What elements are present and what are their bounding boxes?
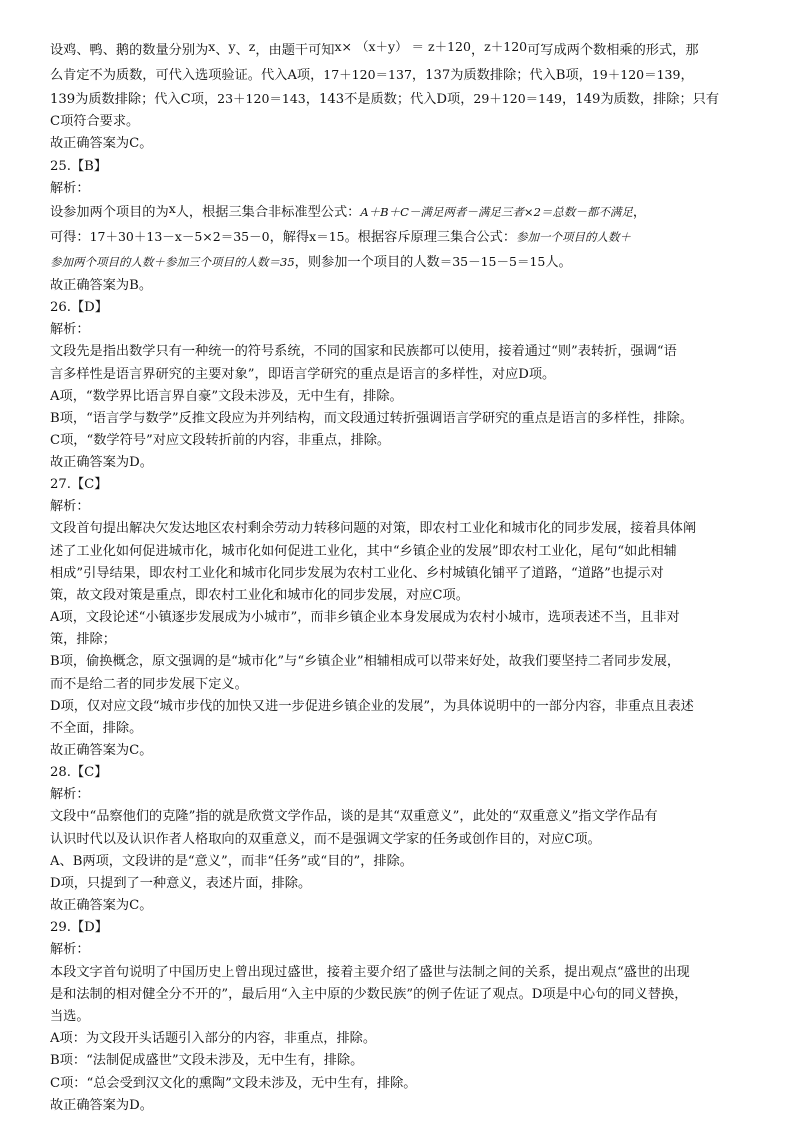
text-line bbox=[50, 541, 760, 563]
text-line bbox=[50, 297, 760, 319]
text-line bbox=[50, 784, 760, 806]
formula-text: 参加两个项目的人数＋参加三个项目的人数＝35 bbox=[50, 255, 295, 269]
text-run: 解析： bbox=[50, 181, 90, 196]
text-line bbox=[50, 740, 760, 762]
text-run: 解析： bbox=[50, 787, 90, 802]
text-run: 而不是给二者的同步发展下定义。 bbox=[50, 677, 248, 692]
text-run: ，解得 bbox=[269, 230, 310, 245]
text-line bbox=[50, 1028, 760, 1050]
math-expression: 19＋120＝139 bbox=[591, 67, 681, 82]
text-line bbox=[50, 39, 760, 62]
text-run: ， bbox=[680, 68, 694, 83]
math-expression: x bbox=[208, 39, 216, 54]
text-run: 本段文字首句说明了中国历史上曾出现过盛世，接着主要介绍了盛世与法制之间的关系，提出观点“盛世的出现 bbox=[50, 965, 690, 980]
text-line bbox=[50, 133, 760, 155]
text-line bbox=[50, 226, 760, 249]
text-line bbox=[50, 341, 760, 363]
text-run: 故正确答案为D。 bbox=[50, 1098, 153, 1113]
text-run: 故正确答案为C。 bbox=[50, 136, 153, 151]
text-run: 文段首句提出解决欠发达地区农村剩余劳动力转移问题的对策，即农村工业化和城市化的同步发展，接着具体阐 bbox=[50, 521, 697, 536]
text-line bbox=[50, 1073, 760, 1095]
text-line bbox=[50, 762, 760, 784]
text-line bbox=[50, 607, 760, 629]
text-line bbox=[50, 474, 760, 496]
text-run: D项，只提到了一种意义，表述片面，排除。 bbox=[50, 876, 312, 891]
text-line bbox=[50, 718, 760, 740]
text-run: 相成”引导结果，即农村工业化和城市化同步发展为农村工业化、乡村城镇化铺平了道路，“道路”也提示对 bbox=[50, 566, 664, 581]
math-expression: y bbox=[228, 39, 236, 54]
text-run: 述了工业化如何促进城市化，城市化如何促进工业化，其中“乡镇企业的发展”即农村工业化，尾句“如此相辅 bbox=[50, 544, 677, 559]
text-run: 28.【C】 bbox=[50, 765, 108, 780]
text-run: C项符合要求。 bbox=[50, 114, 140, 129]
text-run: 当选。 bbox=[50, 1009, 90, 1024]
text-line bbox=[50, 156, 760, 178]
text-line bbox=[50, 518, 760, 540]
text-run: ，149为质数，排除；只有 bbox=[562, 92, 720, 107]
text-run: 解析： bbox=[50, 322, 90, 337]
math-expression: z＋120 bbox=[484, 39, 528, 54]
text-line bbox=[50, 64, 760, 87]
text-line bbox=[50, 629, 760, 651]
text-line bbox=[50, 408, 760, 430]
text-run: 解析： bbox=[50, 499, 90, 514]
text-run: 么肯定不为质数，可代入选项验证。代入A项， bbox=[50, 68, 324, 83]
math-expression: 29＋120＝149 bbox=[473, 91, 563, 106]
text-run: 解析： bbox=[50, 942, 90, 957]
text-run: B项，偷换概念，原文强调的是“城市化”与“乡镇企业”相辅相成可以带来好处，故我们要坚持二者同步发展， bbox=[50, 654, 681, 669]
math-expression: 23＋120＝143 bbox=[217, 91, 306, 106]
text-line bbox=[50, 873, 760, 895]
text-run: 、 bbox=[215, 43, 229, 58]
text-run: 文段先是指出数学只有一种统一的符号系统，不同的国家和民族都可以使用，接着通过“则”表转折，强调“语 bbox=[50, 344, 677, 359]
text-run: A、B两项，文段讲的是“意义”，而非“任务”或“目的”，排除。 bbox=[50, 854, 413, 869]
text-run: 故正确答案为D。 bbox=[50, 455, 153, 470]
formula-text: 参加一个项目的人数＋ bbox=[516, 230, 632, 244]
text-line bbox=[50, 88, 760, 111]
text-run: 设鸡、鸭、鹅的数量分别为 bbox=[50, 43, 209, 58]
text-run: ，143不是质数；代入D项， bbox=[305, 92, 474, 107]
text-line bbox=[50, 585, 760, 607]
text-run: B项，“语言学与数学”反推文段应为并列结构，而文段通过转折强调语言学研究的重点是语言的多样性，排除。 bbox=[50, 411, 693, 426]
text-line bbox=[50, 452, 760, 474]
text-line bbox=[50, 984, 760, 1006]
text-run: 。根据容斥原理三集合公式： bbox=[344, 230, 517, 245]
text-line bbox=[50, 1050, 760, 1072]
text-line bbox=[50, 111, 760, 133]
text-run: 故正确答案为B。 bbox=[50, 278, 153, 293]
text-line bbox=[50, 496, 760, 518]
text-run: B项：“法制促成盛世”文段未涉及，无中生有，排除。 bbox=[50, 1053, 364, 1068]
text-run: A项，“数学界比语言界自豪”文段未涉及，无中生有，排除。 bbox=[50, 389, 403, 404]
text-line bbox=[50, 806, 760, 828]
text-line bbox=[50, 895, 760, 917]
text-run: A项，文段论述“小镇逐步发展成为小城市”，而非乡镇企业本身发展成为农村小城市，选项表述不当，且非对 bbox=[50, 610, 680, 625]
text-run: 文段中“品察他们的克隆”指的就是欣赏文学作品，谈的是其“双重意义”，此处的“双重意义”指文学作品有 bbox=[50, 809, 658, 824]
math-expression: 17＋120＝137 bbox=[323, 67, 412, 82]
text-run: 26.【D】 bbox=[50, 300, 108, 315]
text-run: 29.【D】 bbox=[50, 920, 108, 935]
formula-text: A＋B＋C－满足两者－满足三者×2＝总数－都不满足 bbox=[360, 205, 633, 219]
text-run: 故正确答案为C。 bbox=[50, 743, 153, 758]
text-run: 人。 bbox=[545, 255, 572, 270]
text-run: ，则参加一个项目的人数 bbox=[294, 255, 440, 270]
text-line bbox=[50, 563, 760, 585]
text-line bbox=[50, 364, 760, 386]
text-run: 25.【B】 bbox=[50, 159, 108, 174]
text-line bbox=[50, 178, 760, 200]
text-line bbox=[50, 430, 760, 452]
text-run: 认识时代以及认识作者人格取向的双重意义，而不是强调文学家的任务或创作目的，对应C项。 bbox=[50, 832, 601, 847]
text-run: 139为质数排除；代入C项， bbox=[50, 92, 218, 107]
text-run: ，由题干可知 bbox=[255, 43, 335, 58]
text-run: 可得： bbox=[50, 230, 90, 245]
text-run: 策，排除； bbox=[50, 632, 116, 647]
math-expression: x bbox=[168, 201, 176, 216]
text-line bbox=[50, 962, 760, 984]
text-line bbox=[50, 319, 760, 341]
text-line bbox=[50, 696, 760, 718]
text-run: 不全面，排除。 bbox=[50, 721, 143, 736]
text-line bbox=[50, 275, 760, 297]
math-expression: x× （x＋y） ＝ z＋120 bbox=[334, 39, 471, 54]
text-run: ， bbox=[470, 43, 485, 58]
text-run: 故正确答案为C。 bbox=[50, 898, 153, 913]
text-run: 言多样性是语言界研究的主要对象”，即语言学研究的重点是语言的多样性，对应D项。 bbox=[50, 367, 556, 382]
text-run: 人，根据三集合非标准型公式： bbox=[175, 205, 361, 220]
text-run: 策，故文段对策是重点，即农村工业化和城市化的同步发展，对应C项。 bbox=[50, 588, 469, 603]
text-run: 、 bbox=[235, 43, 249, 58]
text-line bbox=[50, 651, 760, 673]
text-line bbox=[50, 201, 760, 224]
text-line bbox=[50, 851, 760, 873]
math-expression: x＝15 bbox=[309, 229, 345, 244]
math-expression: ＝35－15－5＝15 bbox=[439, 254, 546, 269]
text-line bbox=[50, 1006, 760, 1028]
text-run: ，137为质数排除；代入B项， bbox=[411, 68, 592, 83]
text-run: 是和法制的相对健全分不开的”，最后用“入主中原的少数民族”的例子佐证了观点。D项是中心句的同义替换， bbox=[50, 987, 688, 1002]
text-line bbox=[50, 1095, 760, 1117]
text-run: 27.【C】 bbox=[50, 477, 108, 492]
text-line bbox=[50, 386, 760, 408]
text-run: C项：“总会受到汉文化的熏陶”文段未涉及，无中生有，排除。 bbox=[50, 1076, 417, 1091]
text-line bbox=[50, 251, 760, 274]
text-line bbox=[50, 829, 760, 851]
text-run: 可写成两个数相乘的形式，那 bbox=[527, 43, 699, 58]
text-run: ， bbox=[632, 205, 647, 220]
text-run: C项，“数学符号”对应文段转折前的内容，非重点，排除。 bbox=[50, 433, 391, 448]
text-run: D项，仅对应文段“城市步伐的加快又进一步促进乡镇企业的发展”，为具体说明中的一部分内容，非重点且表述 bbox=[50, 699, 694, 714]
text-line bbox=[50, 939, 760, 961]
text-run: 设参加两个项目的为 bbox=[50, 205, 169, 220]
text-run: A项：为文段开头话题引入部分的内容，非重点，排除。 bbox=[50, 1031, 377, 1046]
text-line bbox=[50, 917, 760, 939]
math-expression: z bbox=[248, 39, 256, 54]
math-expression: 17＋30＋13－x－5×2＝35－0 bbox=[89, 229, 270, 244]
text-line bbox=[50, 674, 760, 696]
